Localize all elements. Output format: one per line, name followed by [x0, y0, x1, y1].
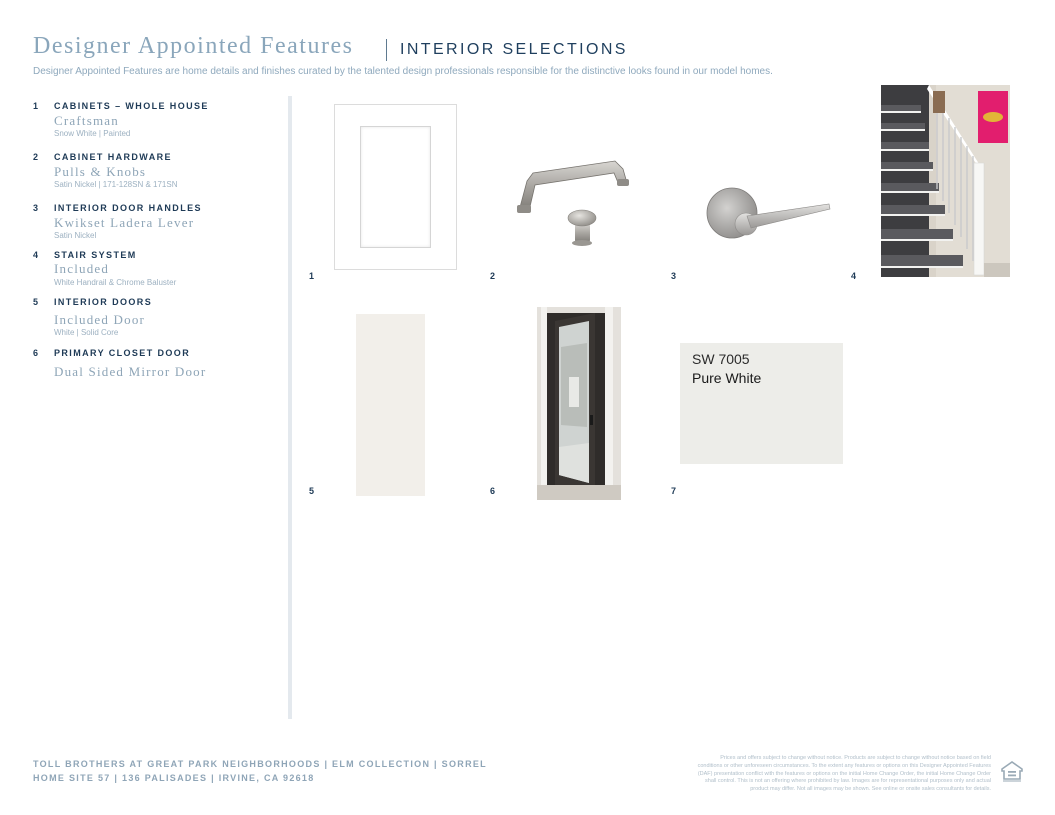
selection-name: Pulls & Knobs [54, 164, 147, 179]
image-label: 1 [309, 271, 315, 281]
selection-number: 4 [33, 250, 39, 260]
image-label: 3 [671, 271, 677, 281]
selection-name: Included Door [54, 312, 146, 327]
section-title: INTERIOR SELECTIONS [400, 41, 628, 58]
selection-number: 6 [33, 348, 39, 358]
selection-name: Craftsman [54, 113, 119, 128]
selection-detail: White Handrail & Chrome Baluster [54, 278, 177, 287]
page-title: Designer Appointed Features [33, 33, 354, 59]
image-label: 7 [671, 486, 677, 496]
title-separator [386, 39, 387, 61]
selection-detail: Snow White | Painted [54, 129, 131, 138]
community-info: TOLL BROTHERS AT GREAT PARK NEIGHBORHOODS | ELM COLLECTION | SORREL [33, 759, 487, 769]
shaker-cabinet-door-icon [334, 104, 457, 270]
selection-number: 1 [33, 101, 39, 111]
selection-number: 2 [33, 152, 39, 162]
selection-name: Included [54, 261, 110, 276]
selection-category: CABINET HARDWARE [54, 152, 172, 162]
interior-door-panel [356, 314, 425, 496]
selection-category: INTERIOR DOOR HANDLES [54, 203, 202, 213]
selection-number: 3 [33, 203, 39, 213]
image-label: 4 [851, 271, 857, 281]
selection-detail: Satin Nickel | 171-128SN & 171SN [54, 180, 178, 189]
vertical-divider [288, 96, 292, 719]
selection-name: Dual Sided Mirror Door [54, 364, 207, 379]
homesite-address: HOME SITE 57 | 136 PALISADES | IRVINE, CA 92618 [33, 773, 315, 783]
mirror-closet-door-photo [537, 307, 621, 500]
selection-category: STAIR SYSTEM [54, 250, 137, 260]
selection-category: CABINETS – WHOLE HOUSE [54, 101, 209, 111]
selection-category: PRIMARY CLOSET DOOR [54, 348, 191, 358]
selection-detail: Satin Nickel [54, 231, 97, 240]
selection-category: INTERIOR DOORS [54, 297, 153, 307]
cabinet-pull-and-knob-icon [513, 155, 631, 247]
swatch-name: Pure White [692, 370, 762, 386]
image-label: 6 [490, 486, 496, 496]
staircase-photo [881, 85, 1010, 277]
image-label: 5 [309, 486, 315, 496]
legal-disclaimer: Prices and offers subject to change without notice. Products are subject to change without notice based on field conditions or other unforeseen circumstances. To the extent any features or options on this Designer Appointed Features (DAF) presentation conflict with the features or options on the initial Home Change Order, the initial Home Change Order shall control. This is not an offering where prohibited by law. Images are for representational purposes only and actual product may differ. Not all images may be shown. See online or onsite sales consultants for details. [697, 755, 991, 793]
paint-swatch [680, 343, 843, 464]
tagline: Designer Appointed Features are home details and finishes curated by the talented design professionals responsible for the distinctive looks found in our model homes. [33, 66, 773, 77]
image-label: 2 [490, 271, 496, 281]
swatch-code: SW 7005 [692, 351, 750, 367]
selection-detail: White | Solid Core [54, 328, 119, 337]
equal-housing-icon [1000, 759, 1024, 783]
selection-name: Kwikset Ladera Lever [54, 215, 195, 230]
lever-door-handle-icon [705, 182, 835, 242]
selection-number: 5 [33, 297, 39, 307]
